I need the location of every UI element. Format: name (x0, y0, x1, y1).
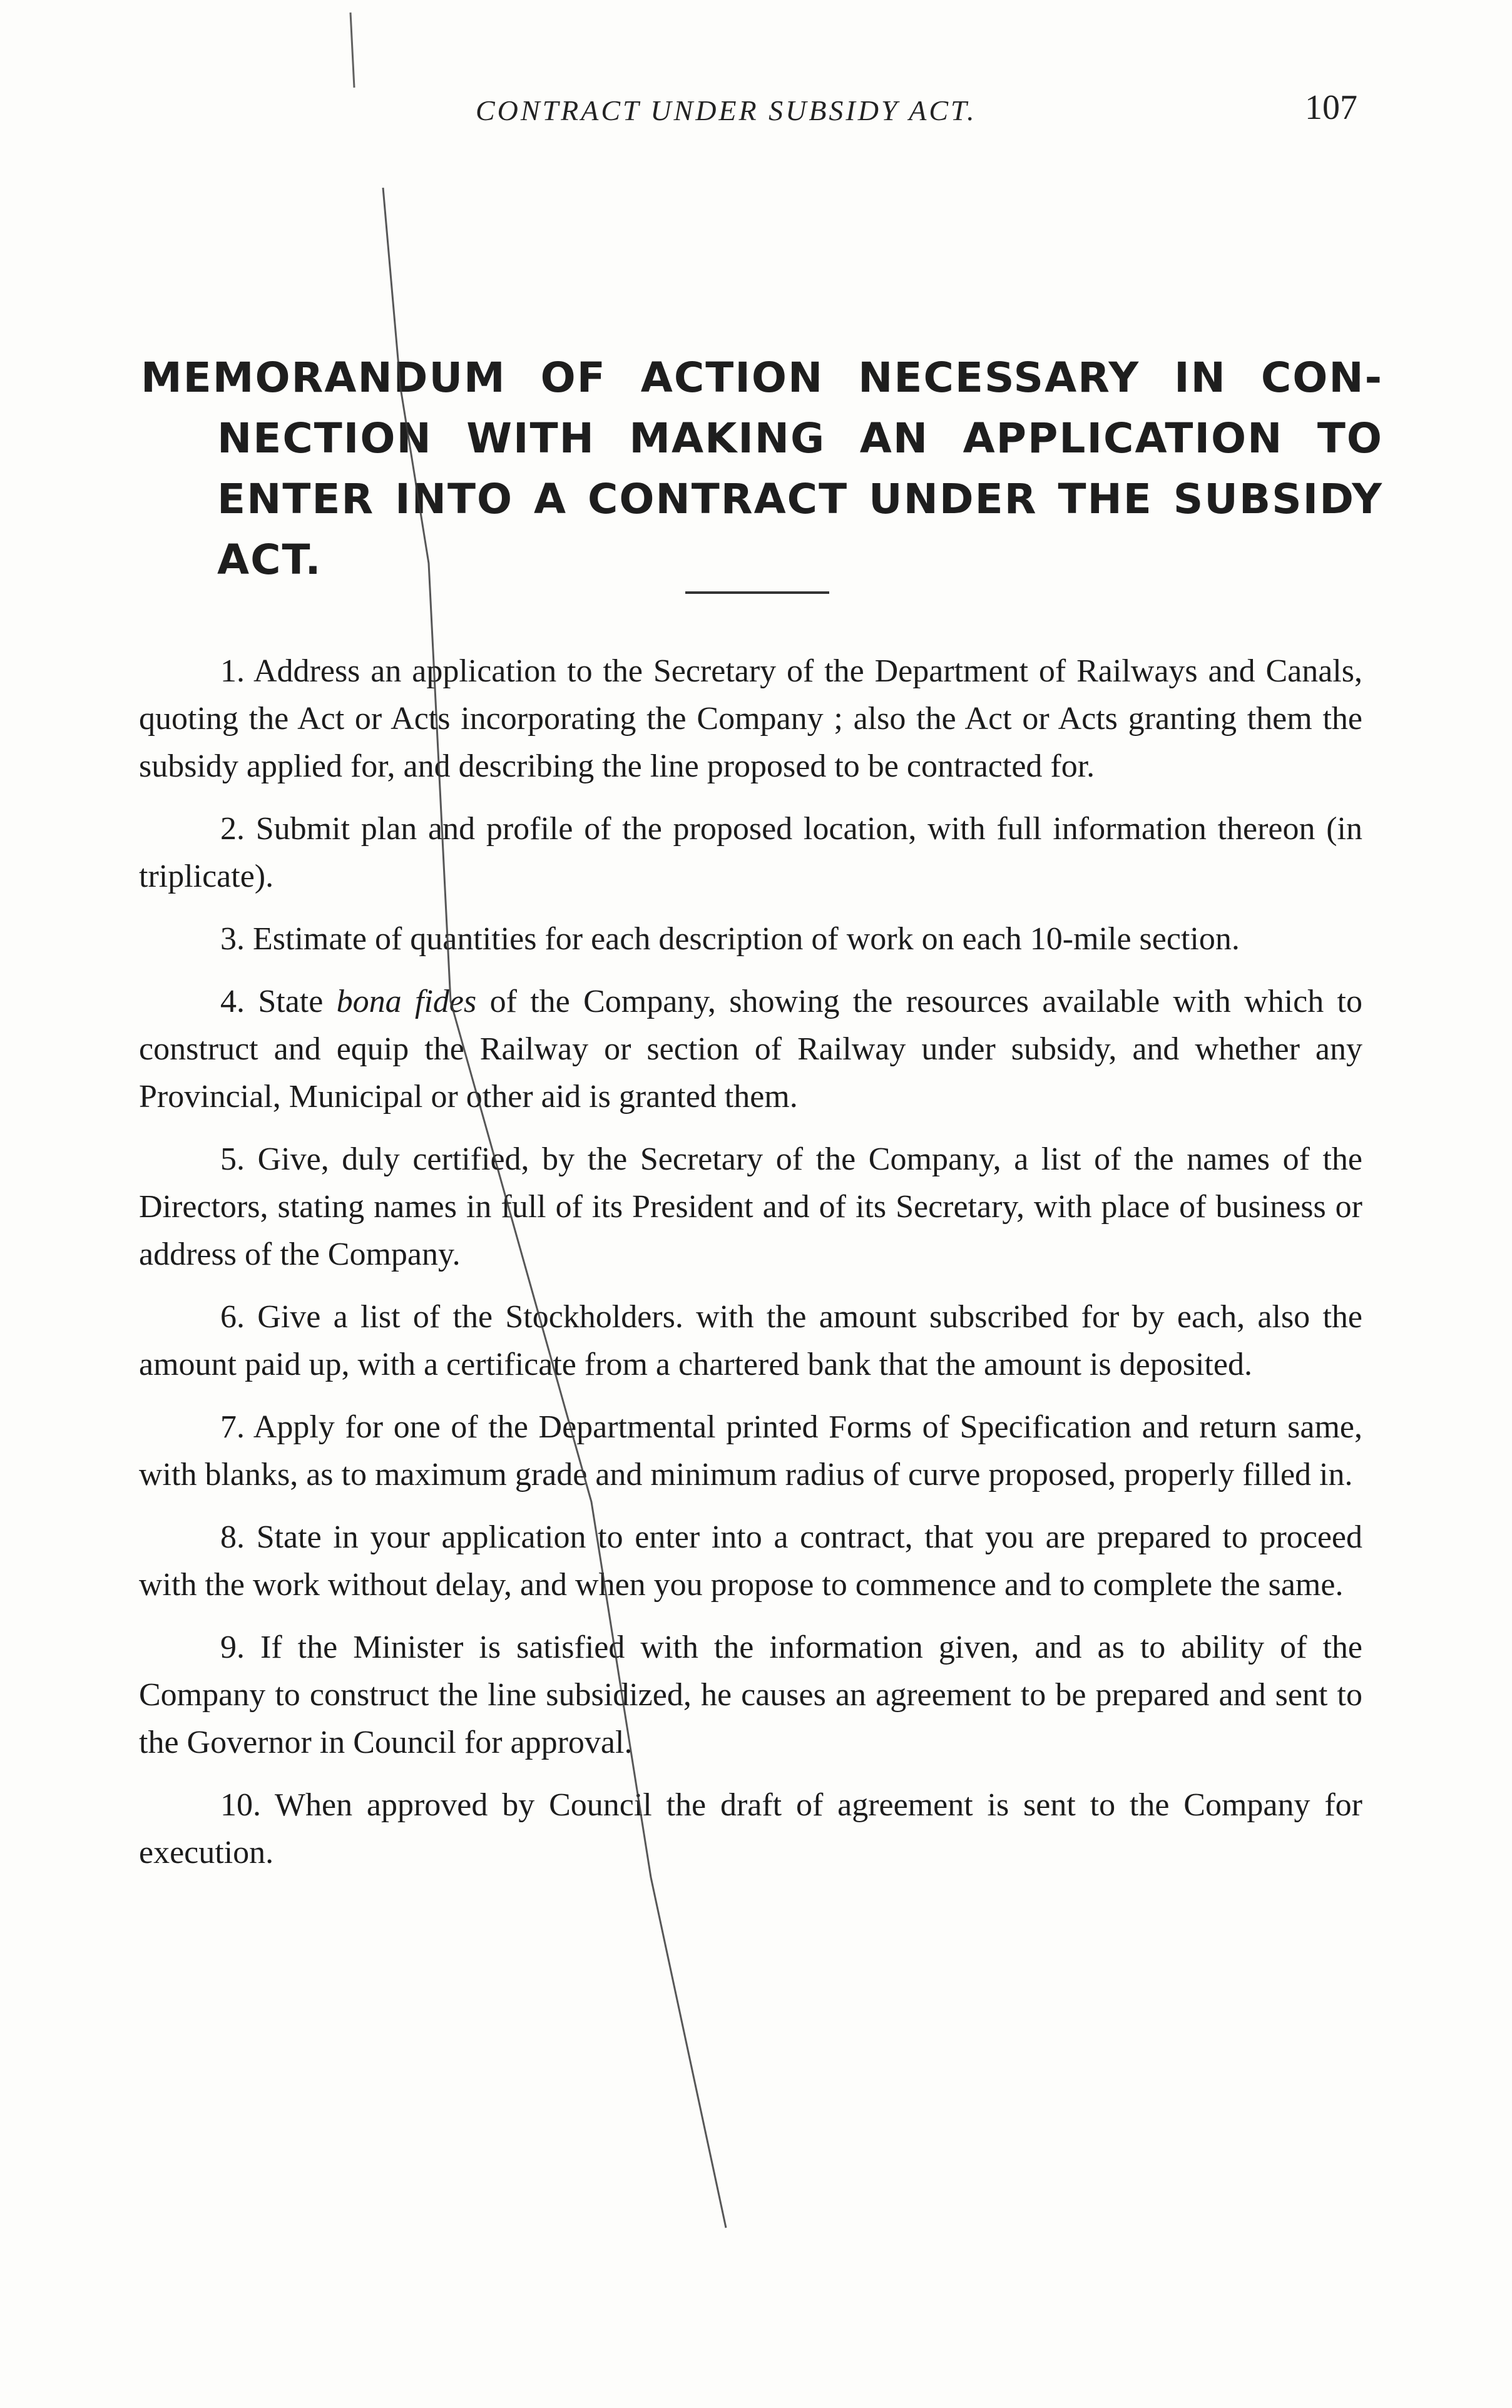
item-7 (139, 1404, 1362, 1499)
item-9 (139, 1624, 1362, 1767)
memorandum-body (139, 648, 1362, 1892)
title-line-1: MEMORANDUM OF ACTION NECESSARY IN CON- (141, 354, 1383, 402)
item-text: Give, duly certified, by the Secretary of the Company, a list of the names of the Directors, stating names in full of its President and of its Secretary, with place of business or address of the Company. (139, 1141, 1363, 1272)
running-head: CONTRACT UNDER SUBSIDY ACT. (476, 94, 977, 126)
item-text: Submit plan and profile of the proposed location, with full information thereon (in triplicate). (139, 811, 1362, 894)
item-number: 7. (220, 1409, 245, 1445)
item-text: Give a list of the Stockholders. with the amount subscribed for by each, also the amount paid up, with a certificate from a chartered bank that the amount is deposited. (139, 1299, 1362, 1382)
page-number: 107 (1305, 88, 1357, 127)
item-text: State in your application to enter into a contract, that you are prepared to proceed with the work without delay, and when you propose to commence and to complete the same. (139, 1519, 1363, 1603)
item-text: Apply for one of the Departmental printed Forms of Specification and return same, with blanks, as to maximum grade and minimum radius of curve proposed, properly filled in. (139, 1409, 1362, 1492)
item-10 (139, 1782, 1362, 1877)
item-italic-phrase: bona fides (336, 984, 477, 1019)
title-line-3: ENTER INTO A CONTRACT UNDER THE SUBSIDY (217, 475, 1383, 523)
item-number: 5. (220, 1141, 245, 1177)
item-text-before: State (258, 984, 324, 1019)
item-text: Estimate of quantities for each description of work on each 10-mile section. (253, 921, 1240, 957)
item-4 (139, 978, 1362, 1121)
item-number: 2. (220, 811, 245, 847)
title-divider (685, 591, 829, 594)
item-6 (139, 1293, 1362, 1389)
item-number: 6. (220, 1299, 245, 1335)
item-3 (139, 916, 1362, 963)
item-text-after: of the Company, showing the resources available with which to construct and equip the Railway or section of Railway under subsidy, and whether any Provincial, Municipal or other aid is granted them. (139, 984, 1363, 1115)
memorandum-title (141, 347, 1383, 590)
title-line-4: ACT. (217, 536, 322, 584)
item-text: Address an application to the Secretary of the Department of Railways and Canals, quoting the Act or Acts incorporating the Company ; also the Act or Acts granting them the subsidy applied for, and describing the line proposed to be contracted for. (139, 653, 1362, 784)
item-number: 1. (220, 653, 245, 689)
item-number: 10. (220, 1787, 261, 1823)
item-2 (139, 805, 1362, 900)
item-text: If the Minister is satisfied with the information given, and as to ability of the Company to construct the line subsidized, he causes an agreement to be prepared and sent to the Governor in Council for approval. (139, 1630, 1363, 1760)
item-number: 3. (220, 921, 245, 957)
item-number: 4. (220, 984, 245, 1019)
item-5 (139, 1136, 1362, 1278)
item-1 (139, 648, 1362, 790)
item-text: When approved by Council the draft of agreement is sent to the Company for execution. (139, 1787, 1362, 1870)
item-number: 8. (220, 1519, 245, 1555)
item-8 (139, 1514, 1362, 1609)
title-line-2: NECTION WITH MAKING AN APPLICATION TO (217, 414, 1383, 462)
item-number: 9. (220, 1630, 245, 1665)
